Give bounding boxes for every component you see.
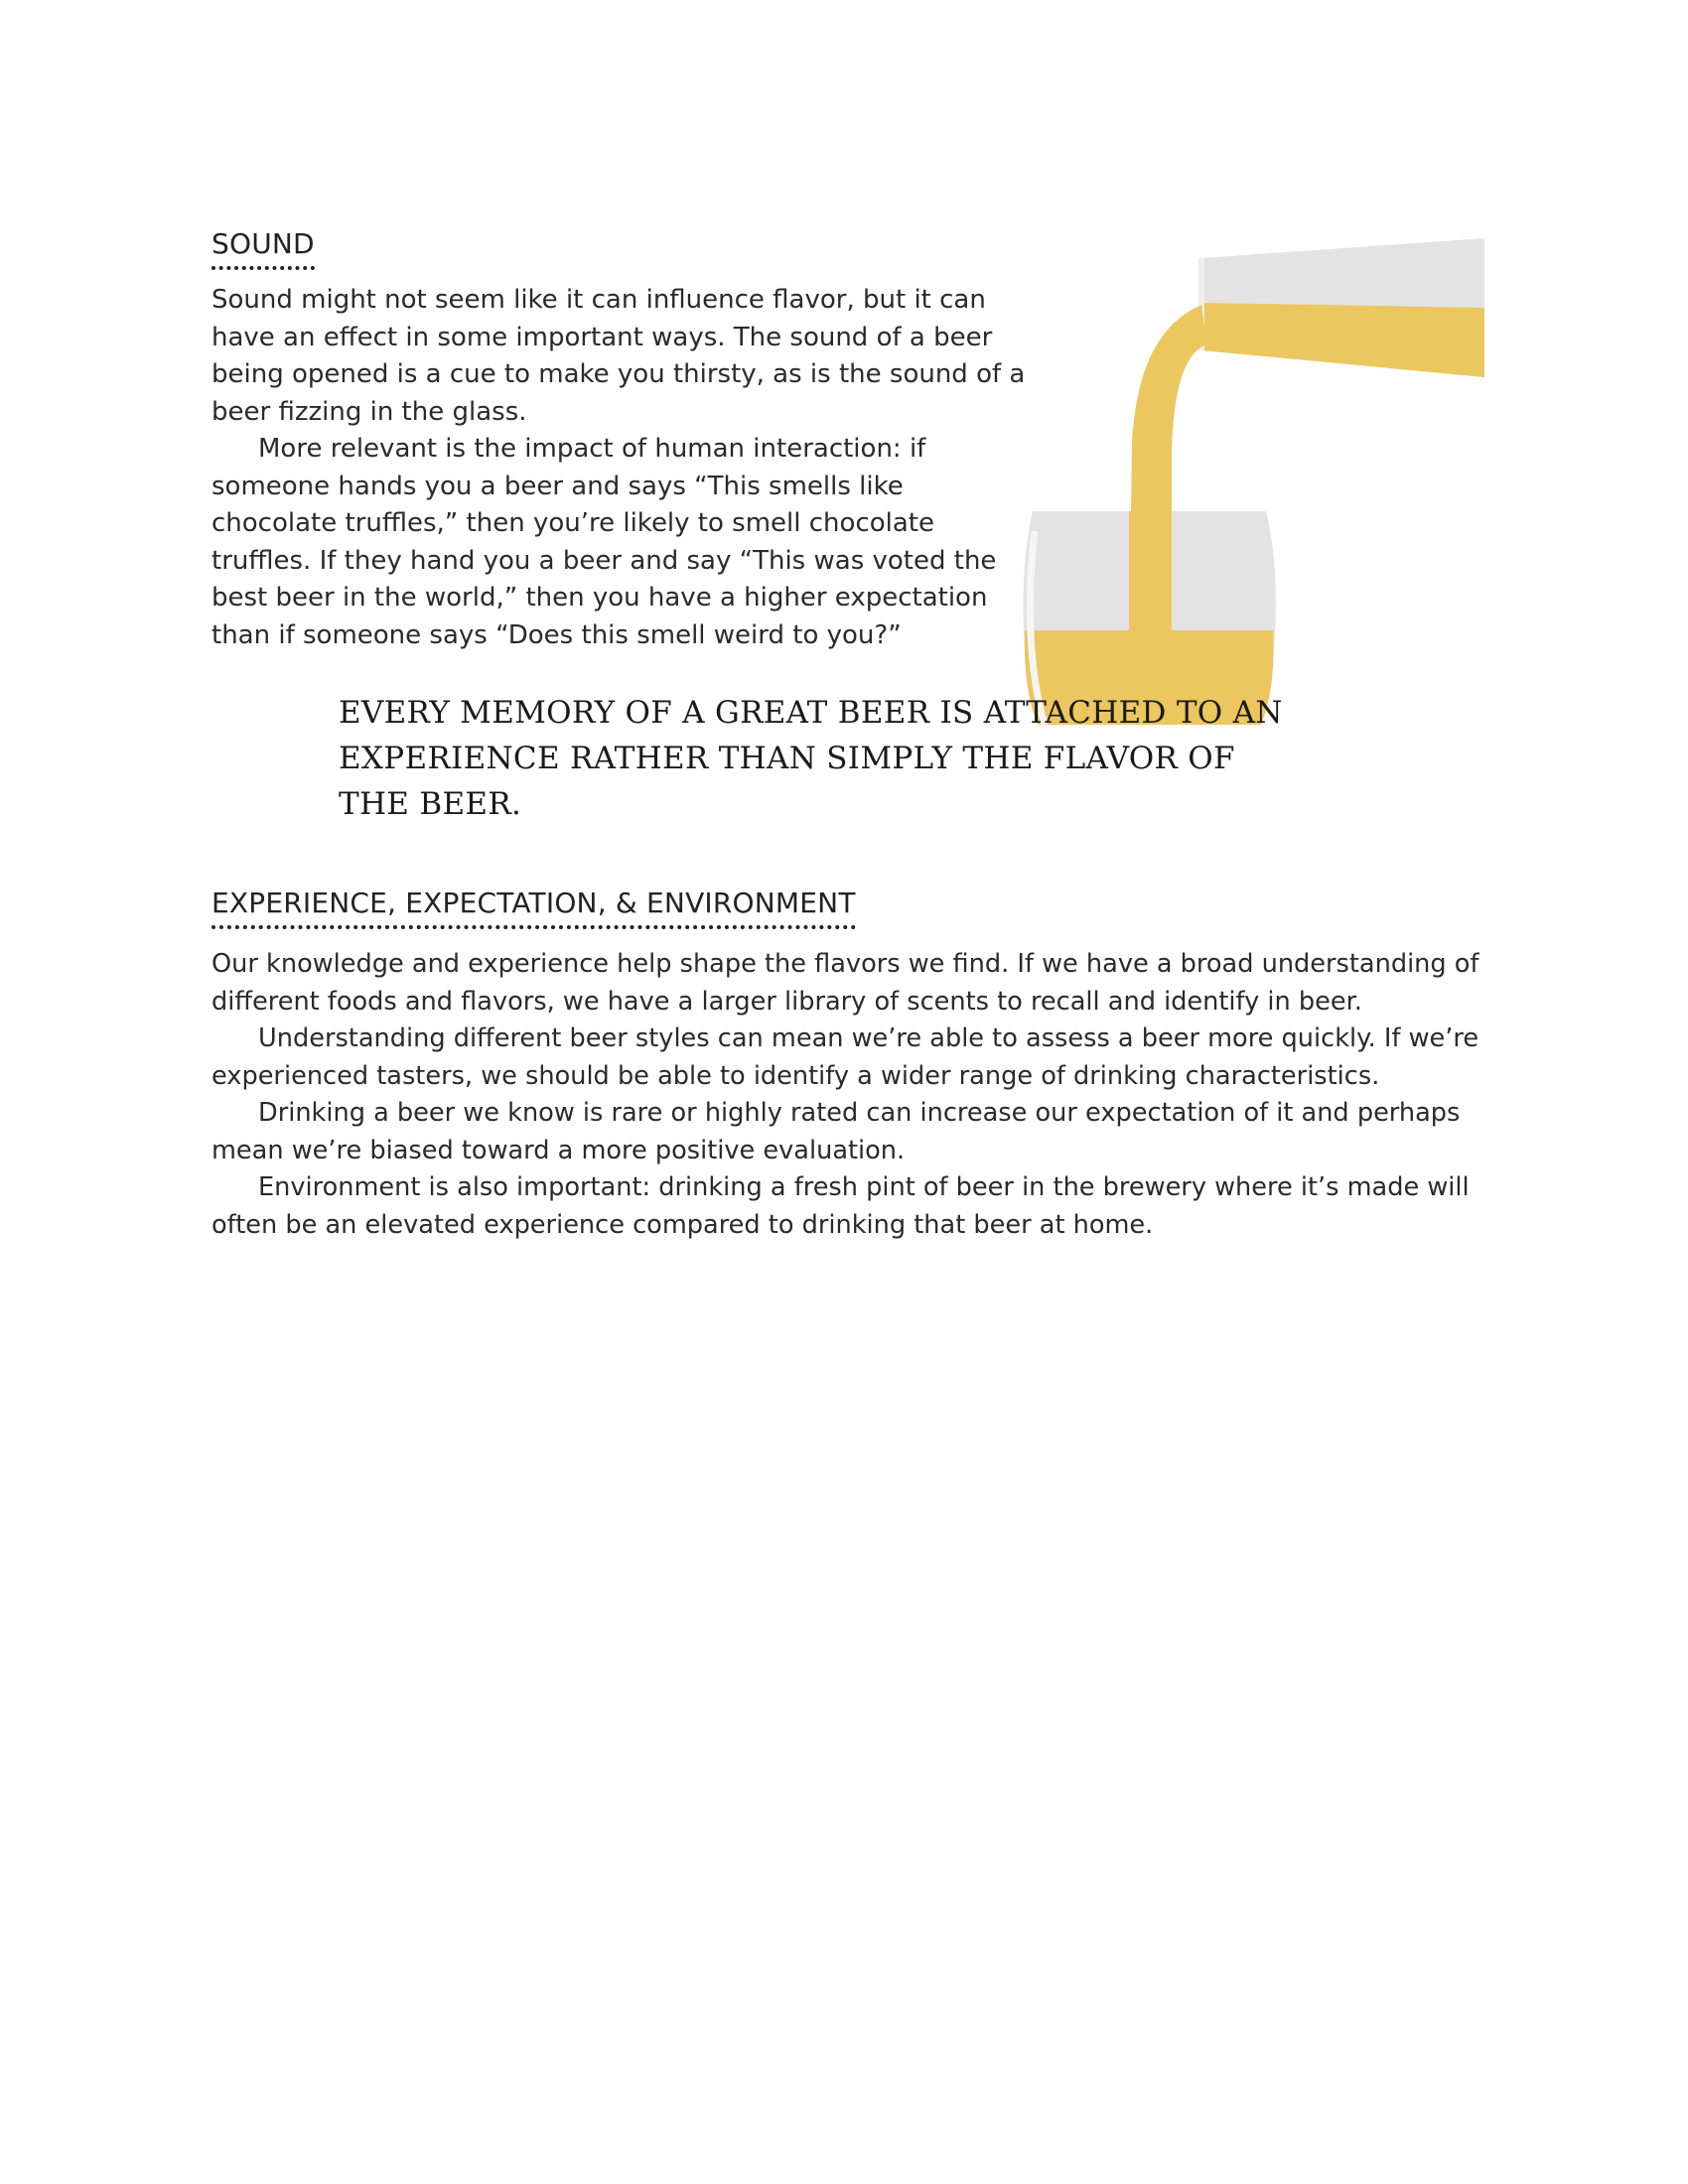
pitcher-shape xyxy=(1201,238,1484,377)
experience-paragraph-3: Drinking a beer we know is rare or highly rated can increase our expectation of it and perhaps mean we’re biased toward a more positive evaluation. xyxy=(211,1098,1461,1165)
experience-paragraph-4: Environment is also important: drinking a fresh pint of beer in the brewery where it’s made will often be an elevated experience compared to drinking that beer at home. xyxy=(211,1172,1470,1240)
experience-heading: EXPERIENCE, EXPECTATION, & ENVIRONMENT xyxy=(211,889,856,929)
experience-paragraph-1: Our knowledge and experience help shape the flavors we find. If we have a broad understanding of different foods and flavors, we have a larger library of scents to recall and identify in beer. xyxy=(211,949,1479,1017)
experience-body xyxy=(211,946,1492,1244)
sound-body xyxy=(211,282,1026,654)
pull-quote: EVERY MEMORY OF A GREAT BEER IS ATTACHED TO AN EXPERIENCE RATHER THAN SIMPLY THE FLAVOR OF THE BEER. xyxy=(339,695,1283,822)
sound-paragraph-2: More relevant is the impact of human interaction: if someone hands you a beer and says “This smells like chocolate truffles,” then you’re likely to smell chocolate truffles. If they hand you a beer and say “This was voted the best beer in the world,” then you have a higher expectation than if someone says “Does this smell weird to you?” xyxy=(211,434,997,650)
beer-pouring-icon xyxy=(1013,233,1484,730)
sound-heading: SOUND xyxy=(211,230,315,270)
experience-paragraph-2: Understanding different beer styles can mean we’re able to assess a beer more quickly. If we’re experienced tasters, we should be able to identify a wider range of drinking characteristics. xyxy=(211,1024,1479,1091)
sound-paragraph-1: Sound might not seem like it can influence flavor, but it can have an effect in some important ways. The sound of a beer being opened is a cue to make you thirsty, as is the sound of a beer fizzing in the glass. xyxy=(211,285,1026,427)
